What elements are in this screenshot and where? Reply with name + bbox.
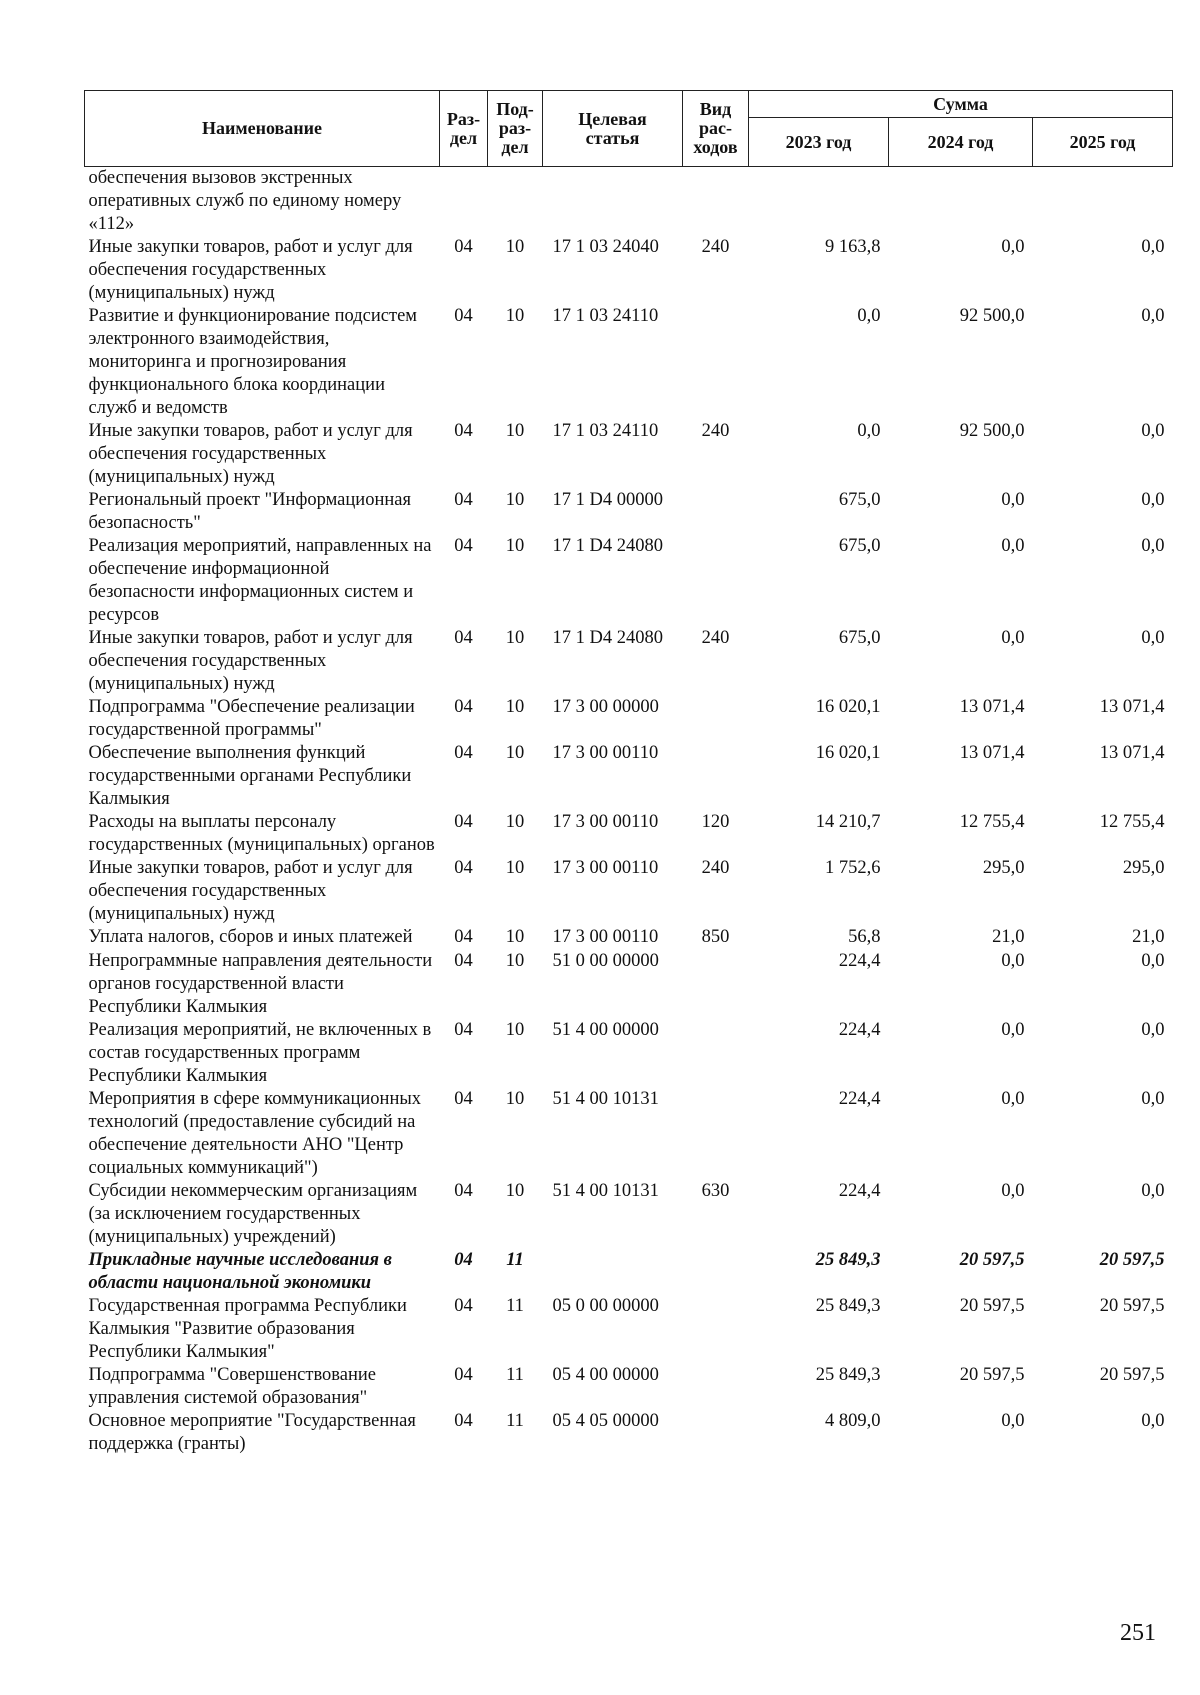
table-header	[85, 91, 1173, 167]
cell-celevaya: 17 1 D4 24080	[552, 628, 663, 648]
cell-celevaya	[543, 167, 683, 237]
cell-2025: 13 071,4	[1099, 697, 1165, 717]
cell-name: Обеспечение выполнения функций государственными органами Республики Калмыкия	[88, 743, 412, 809]
cell-2023: 16 020,1	[815, 743, 881, 763]
cell-razdel: 04	[454, 927, 473, 947]
cell-2025: 0,0	[1141, 1411, 1165, 1431]
table-row	[85, 742, 1173, 811]
cell-2023: 675,0	[838, 536, 881, 556]
cell-name: Основное мероприятие "Государственная поддержка (гранты)	[88, 1411, 416, 1454]
cell-podrazdel: 10	[505, 237, 525, 257]
cell-name: Мероприятия в сфере коммуникационных технологий (предоставление субсидий на обеспечение деятельности АНО "Центр социальных коммуникаций")	[88, 1089, 422, 1178]
header-2023: 2023 год	[749, 118, 889, 167]
cell-2023: 9 163,8	[825, 237, 881, 257]
cell-2025: 0,0	[1141, 1181, 1165, 1201]
cell-2023: 4 809,0	[825, 1411, 881, 1431]
cell-celevaya: 05 4 05 00000	[552, 1411, 659, 1431]
table-row	[85, 1088, 1173, 1180]
table-row	[85, 811, 1173, 857]
cell-podrazdel: 10	[505, 812, 525, 832]
cell-vid	[683, 1364, 749, 1410]
cell-vid: 240	[701, 628, 730, 648]
cell-celevaya: 17 3 00 00110	[552, 812, 659, 832]
cell-podrazdel: 10	[505, 951, 525, 971]
cell-celevaya: 51 0 00 00000	[552, 951, 659, 971]
cell-podrazdel: 11	[506, 1365, 524, 1385]
cell-2023	[749, 167, 889, 237]
table-row	[85, 236, 1173, 305]
cell-razdel: 04	[454, 743, 473, 763]
cell-2023: 224,4	[838, 1089, 881, 1109]
cell-2025: 21,0	[1132, 927, 1165, 947]
cell-2023: 675,0	[838, 490, 881, 510]
cell-2024: 92 500,0	[959, 421, 1025, 441]
cell-celevaya: 17 1 D4 24080	[552, 536, 663, 556]
cell-2024: 0,0	[1001, 1411, 1025, 1431]
table-row	[85, 1019, 1173, 1088]
cell-podrazdel: 10	[505, 743, 525, 763]
cell-vid	[683, 1088, 749, 1180]
cell-2025: 12 755,4	[1099, 812, 1165, 832]
cell-celevaya: 17 3 00 00110	[552, 927, 659, 947]
cell-2025: 0,0	[1141, 1089, 1165, 1109]
cell-razdel: 04	[454, 237, 473, 257]
cell-2024: 20 597,5	[959, 1250, 1025, 1270]
cell-2024: 0,0	[1001, 536, 1025, 556]
cell-podrazdel: 10	[505, 697, 525, 717]
cell-2025: 0,0	[1141, 1020, 1165, 1040]
cell-name: Уплата налогов, сборов и иных платежей	[88, 927, 413, 947]
cell-2024: 13 071,4	[959, 743, 1025, 763]
table-row	[85, 696, 1173, 742]
cell-vid	[683, 305, 749, 420]
cell-vid	[683, 950, 749, 1019]
cell-razdel: 04	[454, 490, 473, 510]
cell-2023: 56,8	[848, 927, 881, 947]
cell-name: Подпрограмма "Совершенствование управления системой образования"	[88, 1365, 377, 1408]
cell-2023: 224,4	[838, 1181, 881, 1201]
cell-celevaya: 51 4 00 00000	[552, 1020, 659, 1040]
cell-razdel: 04	[454, 1411, 473, 1431]
table-row	[85, 1364, 1173, 1410]
cell-celevaya: 17 1 D4 00000	[552, 490, 663, 510]
cell-2023: 25 849,3	[815, 1365, 881, 1385]
cell-2025: 13 071,4	[1099, 743, 1165, 763]
cell-podrazdel: 10	[505, 490, 525, 510]
cell-razdel: 04	[454, 421, 473, 441]
cell-celevaya	[543, 1249, 683, 1295]
cell-podrazdel: 10	[505, 858, 525, 878]
cell-2023: 224,4	[838, 1020, 881, 1040]
cell-name: Расходы на выплаты персоналу государственных (муниципальных) органов	[88, 812, 435, 855]
cell-2024: 92 500,0	[959, 306, 1025, 326]
cell-razdel: 04	[454, 536, 473, 556]
cell-vid	[683, 742, 749, 811]
cell-celevaya: 05 0 00 00000	[552, 1296, 659, 1316]
cell-2025	[1033, 167, 1173, 237]
cell-vid	[683, 1249, 749, 1295]
table-row	[85, 305, 1173, 420]
header-podrazdel: Под- раз- дел	[488, 91, 543, 167]
cell-2023: 25 849,3	[815, 1250, 881, 1270]
cell-vid	[683, 489, 749, 535]
table-row	[85, 489, 1173, 535]
cell-2024: 0,0	[1001, 628, 1025, 648]
cell-name: Региональный проект "Информационная безопасность"	[88, 490, 411, 533]
header-2024: 2024 год	[889, 118, 1033, 167]
cell-vid	[683, 696, 749, 742]
header-2025: 2025 год	[1033, 118, 1173, 167]
cell-vid: 240	[701, 858, 730, 878]
header-name: Наименование	[85, 91, 440, 167]
cell-name: Подпрограмма "Обеспечение реализации государственной программы"	[88, 697, 415, 740]
cell-2024: 0,0	[1001, 1020, 1025, 1040]
cell-2024: 0,0	[1001, 237, 1025, 257]
cell-celevaya: 17 3 00 00000	[552, 697, 659, 717]
cell-2024: 295,0	[982, 858, 1025, 878]
cell-2024: 0,0	[1001, 490, 1025, 510]
table-row	[85, 420, 1173, 489]
cell-vid	[683, 167, 749, 237]
cell-2025: 295,0	[1122, 858, 1165, 878]
cell-razdel: 04	[454, 1020, 473, 1040]
cell-2023: 1 752,6	[825, 858, 881, 878]
cell-2023: 0,0	[857, 306, 881, 326]
cell-name: Иные закупки товаров, работ и услуг для обеспечения государственных (муниципальных) нужд	[88, 421, 413, 487]
cell-razdel: 04	[454, 628, 473, 648]
cell-vid: 240	[701, 421, 730, 441]
cell-2023: 675,0	[838, 628, 881, 648]
cell-name: Иные закупки товаров, работ и услуг для обеспечения государственных (муниципальных) нужд	[88, 858, 413, 924]
cell-celevaya: 17 1 03 24110	[552, 421, 659, 441]
cell-2023: 0,0	[857, 421, 881, 441]
cell-name: Непрограммные направления деятельности органов государственной власти Республики Калмыкия	[88, 951, 433, 1017]
cell-2025: 20 597,5	[1099, 1250, 1165, 1270]
header-razdel: Раз- дел	[440, 91, 488, 167]
cell-celevaya: 17 1 03 24040	[552, 237, 659, 257]
budget-table	[84, 90, 1173, 1456]
table-row	[85, 1295, 1173, 1364]
cell-name: Реализация мероприятий, не включенных в состав государственных программ Республики Калмыкия	[88, 1020, 432, 1086]
cell-razdel: 04	[454, 1365, 473, 1385]
cell-name: обеспечения вызовов экстренных оперативных служб по единому номеру «112»	[88, 168, 402, 234]
cell-razdel: 04	[454, 812, 473, 832]
cell-podrazdel: 11	[506, 1296, 524, 1316]
cell-razdel: 04	[454, 1250, 473, 1270]
cell-podrazdel: 10	[505, 927, 525, 947]
cell-podrazdel: 11	[506, 1411, 524, 1431]
cell-podrazdel: 10	[505, 306, 525, 326]
cell-name: Иные закупки товаров, работ и услуг для обеспечения государственных (муниципальных) нужд	[88, 237, 413, 303]
cell-celevaya: 17 3 00 00110	[552, 743, 659, 763]
page-number: 251	[1120, 1620, 1156, 1646]
cell-2023: 224,4	[838, 951, 881, 971]
cell-razdel: 04	[454, 697, 473, 717]
cell-celevaya: 05 4 00 00000	[552, 1365, 659, 1385]
cell-2025: 0,0	[1141, 237, 1165, 257]
cell-2024: 0,0	[1001, 951, 1025, 971]
table-row	[85, 1249, 1173, 1295]
cell-2024: 0,0	[1001, 1181, 1025, 1201]
table-row	[85, 627, 1173, 696]
cell-razdel: 04	[454, 858, 473, 878]
cell-podrazdel: 10	[505, 628, 525, 648]
cell-celevaya: 17 1 03 24110	[552, 306, 659, 326]
table-row	[85, 1410, 1173, 1456]
cell-vid: 850	[701, 927, 730, 947]
table-row	[85, 1180, 1173, 1249]
cell-2023: 14 210,7	[815, 812, 881, 832]
cell-2025: 20 597,5	[1099, 1365, 1165, 1385]
cell-celevaya: 51 4 00 10131	[552, 1089, 659, 1109]
header-celevaya: Целевая статья	[543, 91, 683, 167]
cell-name: Субсидии некоммерческим организациям (за исключением государственных (муниципальных) учреждений)	[88, 1181, 418, 1247]
cell-podrazdel: 10	[505, 421, 525, 441]
cell-2024: 12 755,4	[959, 812, 1025, 832]
table-row	[85, 535, 1173, 627]
cell-2025: 0,0	[1141, 306, 1165, 326]
cell-podrazdel: 11	[506, 1250, 524, 1270]
budget-table-page	[84, 90, 1172, 1456]
cell-vid	[683, 1410, 749, 1456]
cell-razdel: 04	[454, 1181, 473, 1201]
cell-name: Государственная программа Республики Калмыкия "Развитие образования Республики Калмыкия"	[88, 1296, 407, 1362]
table-row	[85, 857, 1173, 926]
cell-2025: 0,0	[1141, 421, 1165, 441]
header-summa: Сумма	[749, 91, 1173, 118]
cell-2024	[889, 167, 1033, 237]
table-body	[85, 167, 1173, 1457]
cell-vid: 120	[701, 812, 730, 832]
cell-podrazdel	[488, 167, 543, 237]
cell-podrazdel: 10	[505, 536, 525, 556]
cell-2025: 0,0	[1141, 490, 1165, 510]
cell-2025: 0,0	[1141, 536, 1165, 556]
cell-2025: 0,0	[1141, 951, 1165, 971]
cell-name: Прикладные научные исследования в области национальной экономики	[88, 1250, 392, 1293]
cell-vid	[683, 1019, 749, 1088]
cell-razdel	[440, 167, 488, 237]
cell-vid	[683, 1295, 749, 1364]
cell-name: Реализация мероприятий, направленных на обеспечение информационной безопасности информационных систем и ресурсов	[88, 536, 432, 625]
cell-vid	[683, 535, 749, 627]
cell-2023: 25 849,3	[815, 1296, 881, 1316]
cell-2024: 20 597,5	[959, 1365, 1025, 1385]
cell-celevaya: 51 4 00 10131	[552, 1181, 659, 1201]
cell-name: Иные закупки товаров, работ и услуг для обеспечения государственных (муниципальных) нужд	[88, 628, 413, 694]
cell-vid: 630	[701, 1181, 730, 1201]
table-row	[85, 167, 1173, 237]
cell-razdel: 04	[454, 306, 473, 326]
cell-vid: 240	[701, 237, 730, 257]
cell-celevaya: 17 3 00 00110	[552, 858, 659, 878]
cell-2023: 16 020,1	[815, 697, 881, 717]
cell-2024: 0,0	[1001, 1089, 1025, 1109]
cell-podrazdel: 10	[505, 1181, 525, 1201]
cell-2024: 13 071,4	[959, 697, 1025, 717]
cell-razdel: 04	[454, 1089, 473, 1109]
cell-2025: 20 597,5	[1099, 1296, 1165, 1316]
cell-2024: 20 597,5	[959, 1296, 1025, 1316]
cell-2025: 0,0	[1141, 628, 1165, 648]
cell-podrazdel: 10	[505, 1089, 525, 1109]
cell-name: Развитие и функционирование подсистем электронного взаимодействия, мониторинга и прогнозирования функционального блока координации служб и ведомств	[88, 306, 418, 418]
cell-razdel: 04	[454, 951, 473, 971]
cell-2024: 21,0	[992, 927, 1025, 947]
table-row	[85, 926, 1173, 950]
cell-razdel: 04	[454, 1296, 473, 1316]
cell-podrazdel: 10	[505, 1020, 525, 1040]
header-vid: Вид рас- ходов	[683, 91, 749, 167]
table-row	[85, 950, 1173, 1019]
